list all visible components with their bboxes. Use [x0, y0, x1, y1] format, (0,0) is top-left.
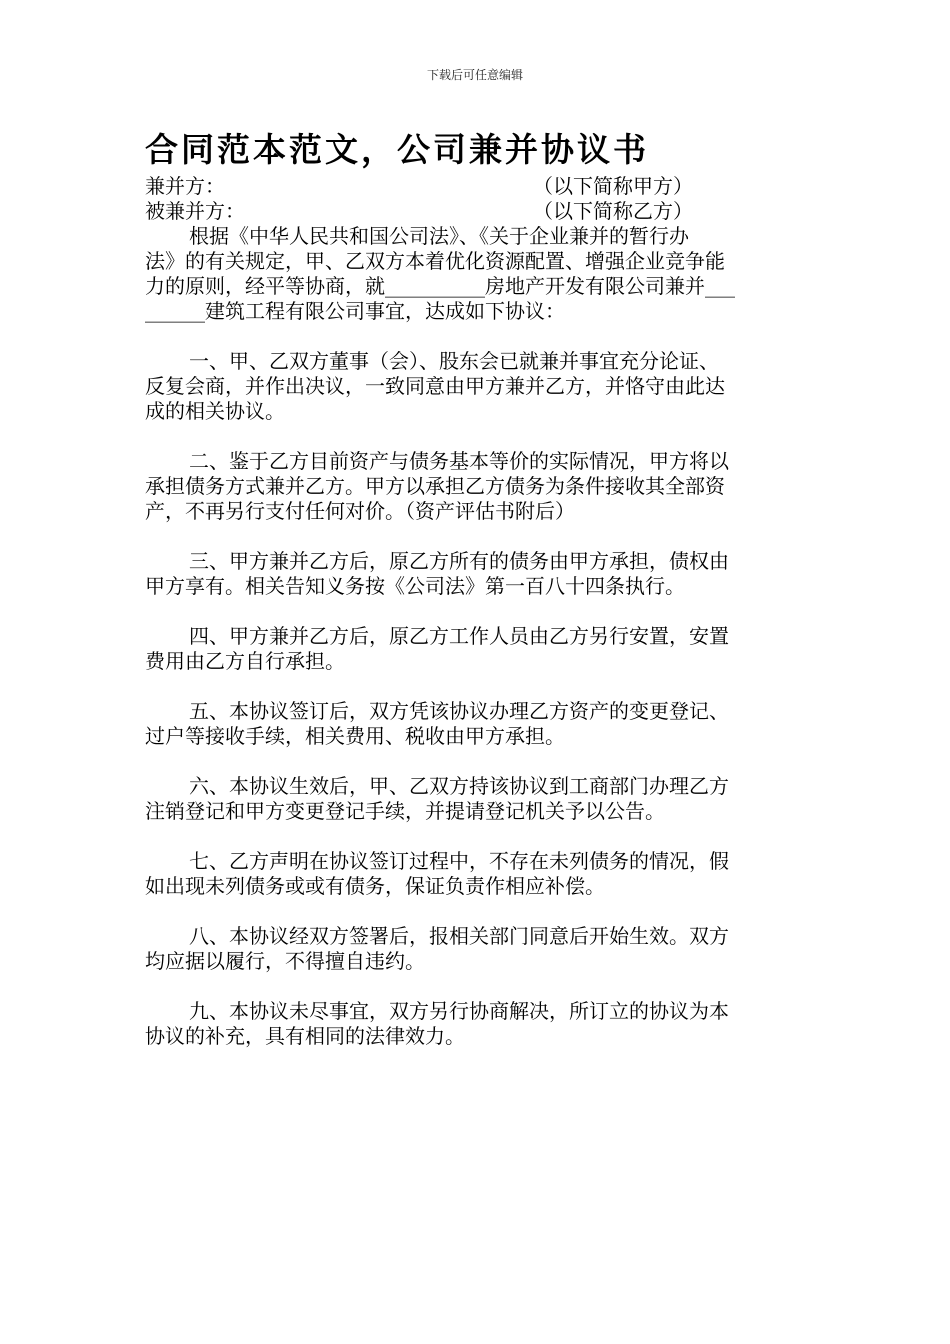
text-line: 均应据以履行，不得擅自违约。 — [145, 949, 425, 973]
text-line: 力的原则，经平等协商，就__________房地产开发有限公司兼并___ — [145, 274, 735, 298]
text-line: 六、本协议生效后，甲、乙双方持该协议到工商部门办理乙方 — [189, 774, 729, 798]
clause-9 — [145, 999, 805, 1049]
text-line: 四、甲方兼并乙方后，原乙方工作人员由乙方另行安置，安置 — [189, 624, 729, 648]
text-line: 一、甲、乙双方董事（会）、股东会已就兼并事宜充分论证、 — [189, 349, 719, 373]
clause-5 — [145, 699, 805, 749]
text-line: 甲方享有。相关告知义务按《公司法》第一百八十四条执行。 — [145, 574, 685, 598]
clause-8 — [145, 924, 805, 974]
text-line: 承担债务方式兼并乙方。甲方以承担乙方债务为条件接收其全部资 — [145, 474, 725, 498]
party-alias: （以下简称乙方） — [533, 199, 693, 223]
text-line: 法》的有关规定，甲、乙双方本着优化资源配置、增强企业竞争能 — [145, 249, 725, 273]
document-body — [145, 174, 805, 1074]
clause-6 — [145, 774, 805, 824]
party-label: 被兼并方： — [145, 199, 245, 223]
text-line: 协议的补充，具有相同的法律效力。 — [145, 1024, 465, 1048]
text-line: 过户等接收手续，相关费用、税收由甲方承担。 — [145, 724, 565, 748]
intro-paragraph — [145, 224, 805, 324]
text-line: 如出现未列债务或或有债务，保证负责作相应补偿。 — [145, 874, 605, 898]
clause-4 — [145, 624, 805, 674]
clause-1 — [145, 349, 805, 424]
party-row-acquirer — [145, 174, 805, 199]
text-line: 五、本协议签订后，双方凭该协议办理乙方资产的变更登记、 — [189, 699, 729, 723]
text-line: 九、本协议未尽事宜，双方另行协商解决，所订立的协议为本 — [189, 999, 729, 1023]
text-line: 三、甲方兼并乙方后，原乙方所有的债务由甲方承担，债权由 — [189, 549, 729, 573]
text-line: 反复会商，并作出决议，一致同意由甲方兼并乙方，并恪守由此达 — [145, 374, 725, 398]
header-note: 下载后可任意编辑 — [426, 68, 523, 82]
party-label: 兼并方： — [145, 174, 225, 198]
text-line: 根据《中华人民共和国公司法》、《关于企业兼并的暂行办 — [189, 224, 689, 248]
text-line: 费用由乙方自行承担。 — [145, 649, 345, 673]
party-alias: （以下简称甲方） — [533, 174, 693, 198]
text-line: 七、乙方声明在协议签订过程中，不存在未列债务的情况，假 — [189, 849, 729, 873]
text-line: 产，不再另行支付任何对价。（资产评估书附后） — [145, 499, 575, 523]
page-title: 合同范本范文，公司兼并协议书 — [145, 130, 649, 169]
text-line: 成的相关协议。 — [145, 399, 285, 423]
text-line: 二、鉴于乙方目前资产与债务基本等价的实际情况，甲方将以 — [189, 449, 729, 473]
party-row-acquired — [145, 199, 805, 224]
text-line: 注销登记和甲方变更登记手续，并提请登记机关予以公告。 — [145, 799, 665, 823]
text-line: 八、本协议经双方签署后，报相关部门同意后开始生效。双方 — [189, 924, 729, 948]
text-line: ______建筑工程有限公司事宜，达成如下协议： — [145, 299, 565, 323]
clause-3 — [145, 549, 805, 599]
clause-7 — [145, 849, 805, 899]
clause-2 — [145, 449, 805, 524]
